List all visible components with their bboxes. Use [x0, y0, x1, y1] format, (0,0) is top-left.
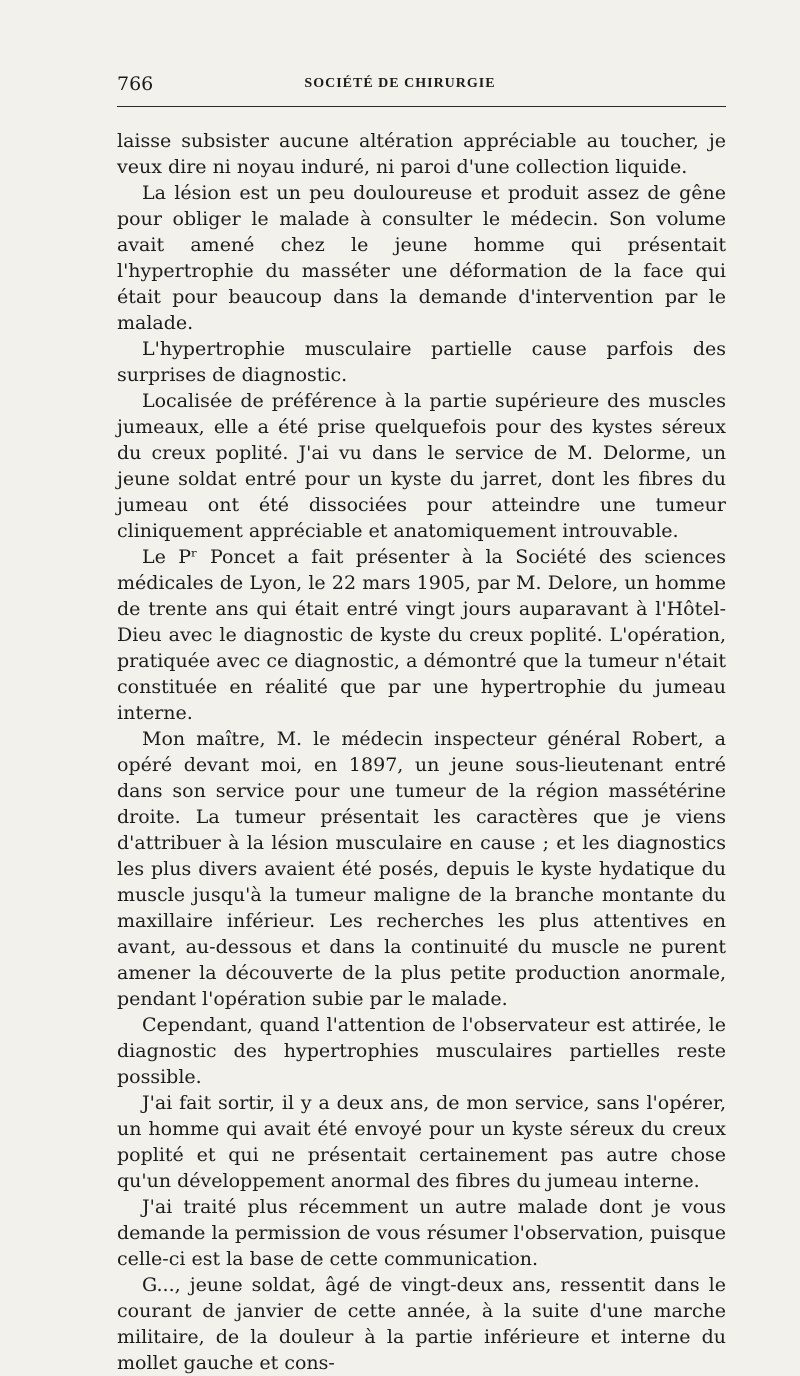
paragraph: G..., jeune soldat, âgé de vingt-deux ans, ressentit dans le courant de janvier de cette année, à la suite d'une marche militaire, de la douleur à la partie inférieure et interne du mollet gauche et cons- [117, 1274, 726, 1374]
paragraph: J'ai fait sortir, il y a deux ans, de mon service, sans l'opérer, un homme qui avait été envoyé pour un kyste séreux du creux poplité et qui ne présentait certainement pas autre chose qu'un développement anormal des fibres du jumeau interne. [117, 1092, 726, 1192]
paragraph: La lésion est un peu douloureuse et produit assez de gêne pour obliger le malade à consulter le médecin. Son volume avait amené chez le jeune homme qui présentait l'hypertrophie du masséter une déformation de la face qui était pour beaucoup dans la demande d'intervention par le malade. [117, 182, 726, 334]
paragraph: L'hypertrophie musculaire partielle cause parfois des surprises de diagnostic. [117, 338, 726, 386]
paragraph: laisse subsister aucune altération appréciable au toucher, je veux dire ni noyau induré, ni paroi d'une collection liquide. [117, 130, 726, 178]
paragraph: Mon maître, M. le médecin inspecteur général Robert, a opéré devant moi, en 1897, un jeune sous-lieutenant entré dans son service pour une tumeur de la région massétérine droite. La tumeur présentait les caractères que je viens d'attribuer à la lésion musculaire en cause ; et les diagnostics les plus divers avaient été posés, depuis le kyste hydatique du muscle jusqu'à la tumeur maligne de la branche montante du maxillaire inférieur. Les recherches les plus attentives en avant, au-dessous et dans la continuité du muscle ne purent amener la découverte de la plus petite production anormale, pendant l'opération subie par le malade. [117, 728, 726, 1010]
paragraph: Le Pʳ Poncet a fait présenter à la Société des sciences médicales de Lyon, le 22 mars 1905, par M. Delore, un homme de trente ans qui était entré vingt jours auparavant à l'Hôtel-Dieu avec le diagnostic de kyste du creux poplité. L'opération, pratiquée avec ce diagnostic, a démontré que la tumeur n'était constituée en réalité que par une hypertrophie du jumeau interne. [117, 546, 726, 724]
page-number: 766 [117, 73, 154, 95]
paragraph: Cependant, quand l'attention de l'observateur est attirée, le diagnostic des hypertrophies musculaires partielles reste possible. [117, 1014, 726, 1088]
header-rule [117, 106, 726, 107]
paragraph: J'ai traité plus récemment un autre malade dont je vous demande la permission de vous résumer l'observation, puisque celle-ci est la base de cette communication. [117, 1196, 726, 1270]
running-title: SOCIÉTÉ DE CHIRURGIE [304, 76, 496, 91]
paragraph: Localisée de préférence à la partie supérieure des muscles jumeaux, elle a été prise quelquefois pour des kystes séreux du creux poplité. J'ai vu dans le service de M. Delorme, un jeune soldat entré pour un kyste du jarret, dont les fibres du jumeau ont été dissociées pour atteindre une tumeur cliniquement appréciable et anatomiquement introuvable. [117, 390, 726, 542]
body-text [117, 128, 726, 1376]
